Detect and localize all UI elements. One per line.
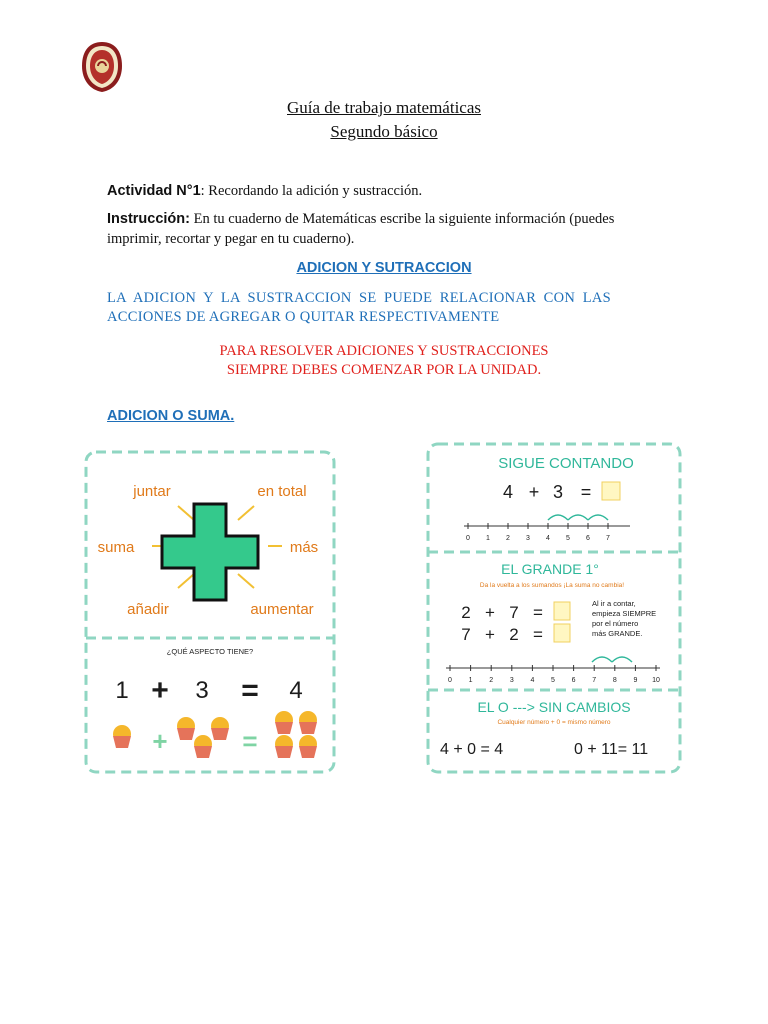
grande-eq2-eq: = — [533, 625, 543, 644]
word-anadir: añadir — [127, 601, 169, 618]
sigue-eq-plus: + — [528, 482, 540, 502]
red-rule-line-1: PARA RESOLVER ADICIONES Y SUSTRACCIONES — [219, 343, 549, 359]
grande-eq1-eq: = — [533, 603, 543, 622]
addition-words-panel — [82, 448, 338, 776]
word-mas: más — [289, 539, 319, 556]
blue-intro-line-2: ACCIONES DE AGREGAR O QUITAR RESPECTIVAMENTE — [107, 309, 500, 325]
grande-note-2: empieza SIEMPRE — [592, 609, 657, 618]
page-subtitle: Segundo básico — [330, 122, 438, 141]
numberline-label: 3 — [509, 677, 514, 684]
activity-text: : Recordando la adición y sustracción. — [200, 183, 423, 199]
cero-subtitle: Cualquier número + 0 = mismo número — [497, 719, 611, 726]
grande-note-3: por el número — [592, 619, 639, 628]
grande-eq2-a: 7 — [461, 625, 471, 644]
cero-eq-1: 4 + 0 = 4 — [440, 741, 504, 758]
numberline-label: 5 — [566, 535, 570, 542]
blue-intro-line-1: LA ADICION Y LA SUSTRACCION SE PUEDE RELACIONAR CON LAS — [107, 290, 611, 306]
grande-eq2-b: 2 — [509, 625, 519, 644]
numberline-label: 0 — [448, 677, 452, 684]
eq-equals: = — [241, 674, 259, 707]
numberline-label: 2 — [489, 677, 494, 684]
grande-eq1-op: + — [485, 603, 495, 622]
cero-eq-2: 0 + 11= 11 — [574, 741, 649, 758]
activity-line — [107, 181, 667, 201]
grande-note-1: Al ir a contar, — [592, 599, 636, 608]
numberline-label: 4 — [546, 535, 550, 542]
school-seal-logo — [80, 40, 124, 94]
numberline-label: 1 — [486, 535, 490, 542]
svg-text:=: = — [242, 726, 258, 756]
eq-plus: + — [151, 674, 169, 707]
blue-intro-paragraph — [107, 289, 611, 327]
numberline-label: 4 — [530, 677, 535, 684]
red-rule-paragraph — [0, 342, 768, 380]
sigue-eq-equals: = — [580, 482, 592, 502]
numberline-label: 8 — [612, 677, 617, 684]
word-en-total: en total — [257, 483, 307, 500]
numberline-label: 6 — [586, 535, 590, 542]
instruction-line — [107, 209, 667, 249]
eq-result: 4 — [289, 677, 303, 704]
sigue-eq-a: 4 — [502, 482, 514, 502]
numberline-label: 7 — [592, 677, 597, 684]
aspect-label: ¿QUÉ ASPECTO TIENE? — [166, 647, 254, 656]
eq-b: 3 — [195, 677, 209, 704]
numberline-label: 0 — [466, 535, 470, 542]
svg-text:+: + — [152, 726, 168, 756]
grande-title: EL GRANDE 1° — [501, 561, 599, 577]
instruction-text: En tu cuaderno de Matemáticas escribe la siguiente información (puedes imprimir, recortar y pegar en tu cuaderno). — [107, 211, 615, 247]
instruction-label: Instrucción: — [107, 211, 190, 227]
numberline-label: 7 — [606, 535, 610, 542]
addition-subheading: ADICION O SUMA. — [107, 408, 235, 424]
activity-label: Actividad N°1 — [107, 183, 201, 199]
numberline-label: 1 — [468, 677, 473, 684]
section-heading: ADICION Y SUTRACCION — [296, 260, 472, 276]
word-juntar: juntar — [133, 483, 171, 500]
numberline-label: 5 — [551, 677, 555, 684]
grande-eq1-b: 7 — [509, 603, 519, 622]
sigue-eq-b: 3 — [552, 482, 564, 502]
sigue-title: SIGUE CONTANDO — [498, 455, 634, 472]
grande-eq1-a: 2 — [461, 603, 471, 622]
grande-subtitle: Da la vuelta a los sumandos ¡La suma no cambia! — [479, 582, 625, 589]
addition-rules-panel — [424, 440, 684, 776]
red-rule-line-2: SIEMPRE DEBES COMENZAR POR LA UNIDAD. — [226, 362, 542, 378]
eq-a: 1 — [115, 677, 129, 704]
page-title: Guía de trabajo matemáticas — [287, 98, 481, 117]
numberline-label: 9 — [633, 677, 638, 684]
word-suma: suma — [97, 539, 135, 556]
cero-title: EL O ---> SIN CAMBIOS — [477, 699, 631, 715]
grande-eq2-op: + — [485, 625, 495, 644]
numberline-label: 3 — [526, 535, 530, 542]
numberline-label: 6 — [571, 677, 576, 684]
numberline-label: 2 — [506, 535, 510, 542]
word-aumentar: aumentar — [250, 601, 314, 618]
numberline-label: 10 — [652, 677, 660, 684]
grande-note-4: más GRANDE. — [592, 629, 643, 638]
